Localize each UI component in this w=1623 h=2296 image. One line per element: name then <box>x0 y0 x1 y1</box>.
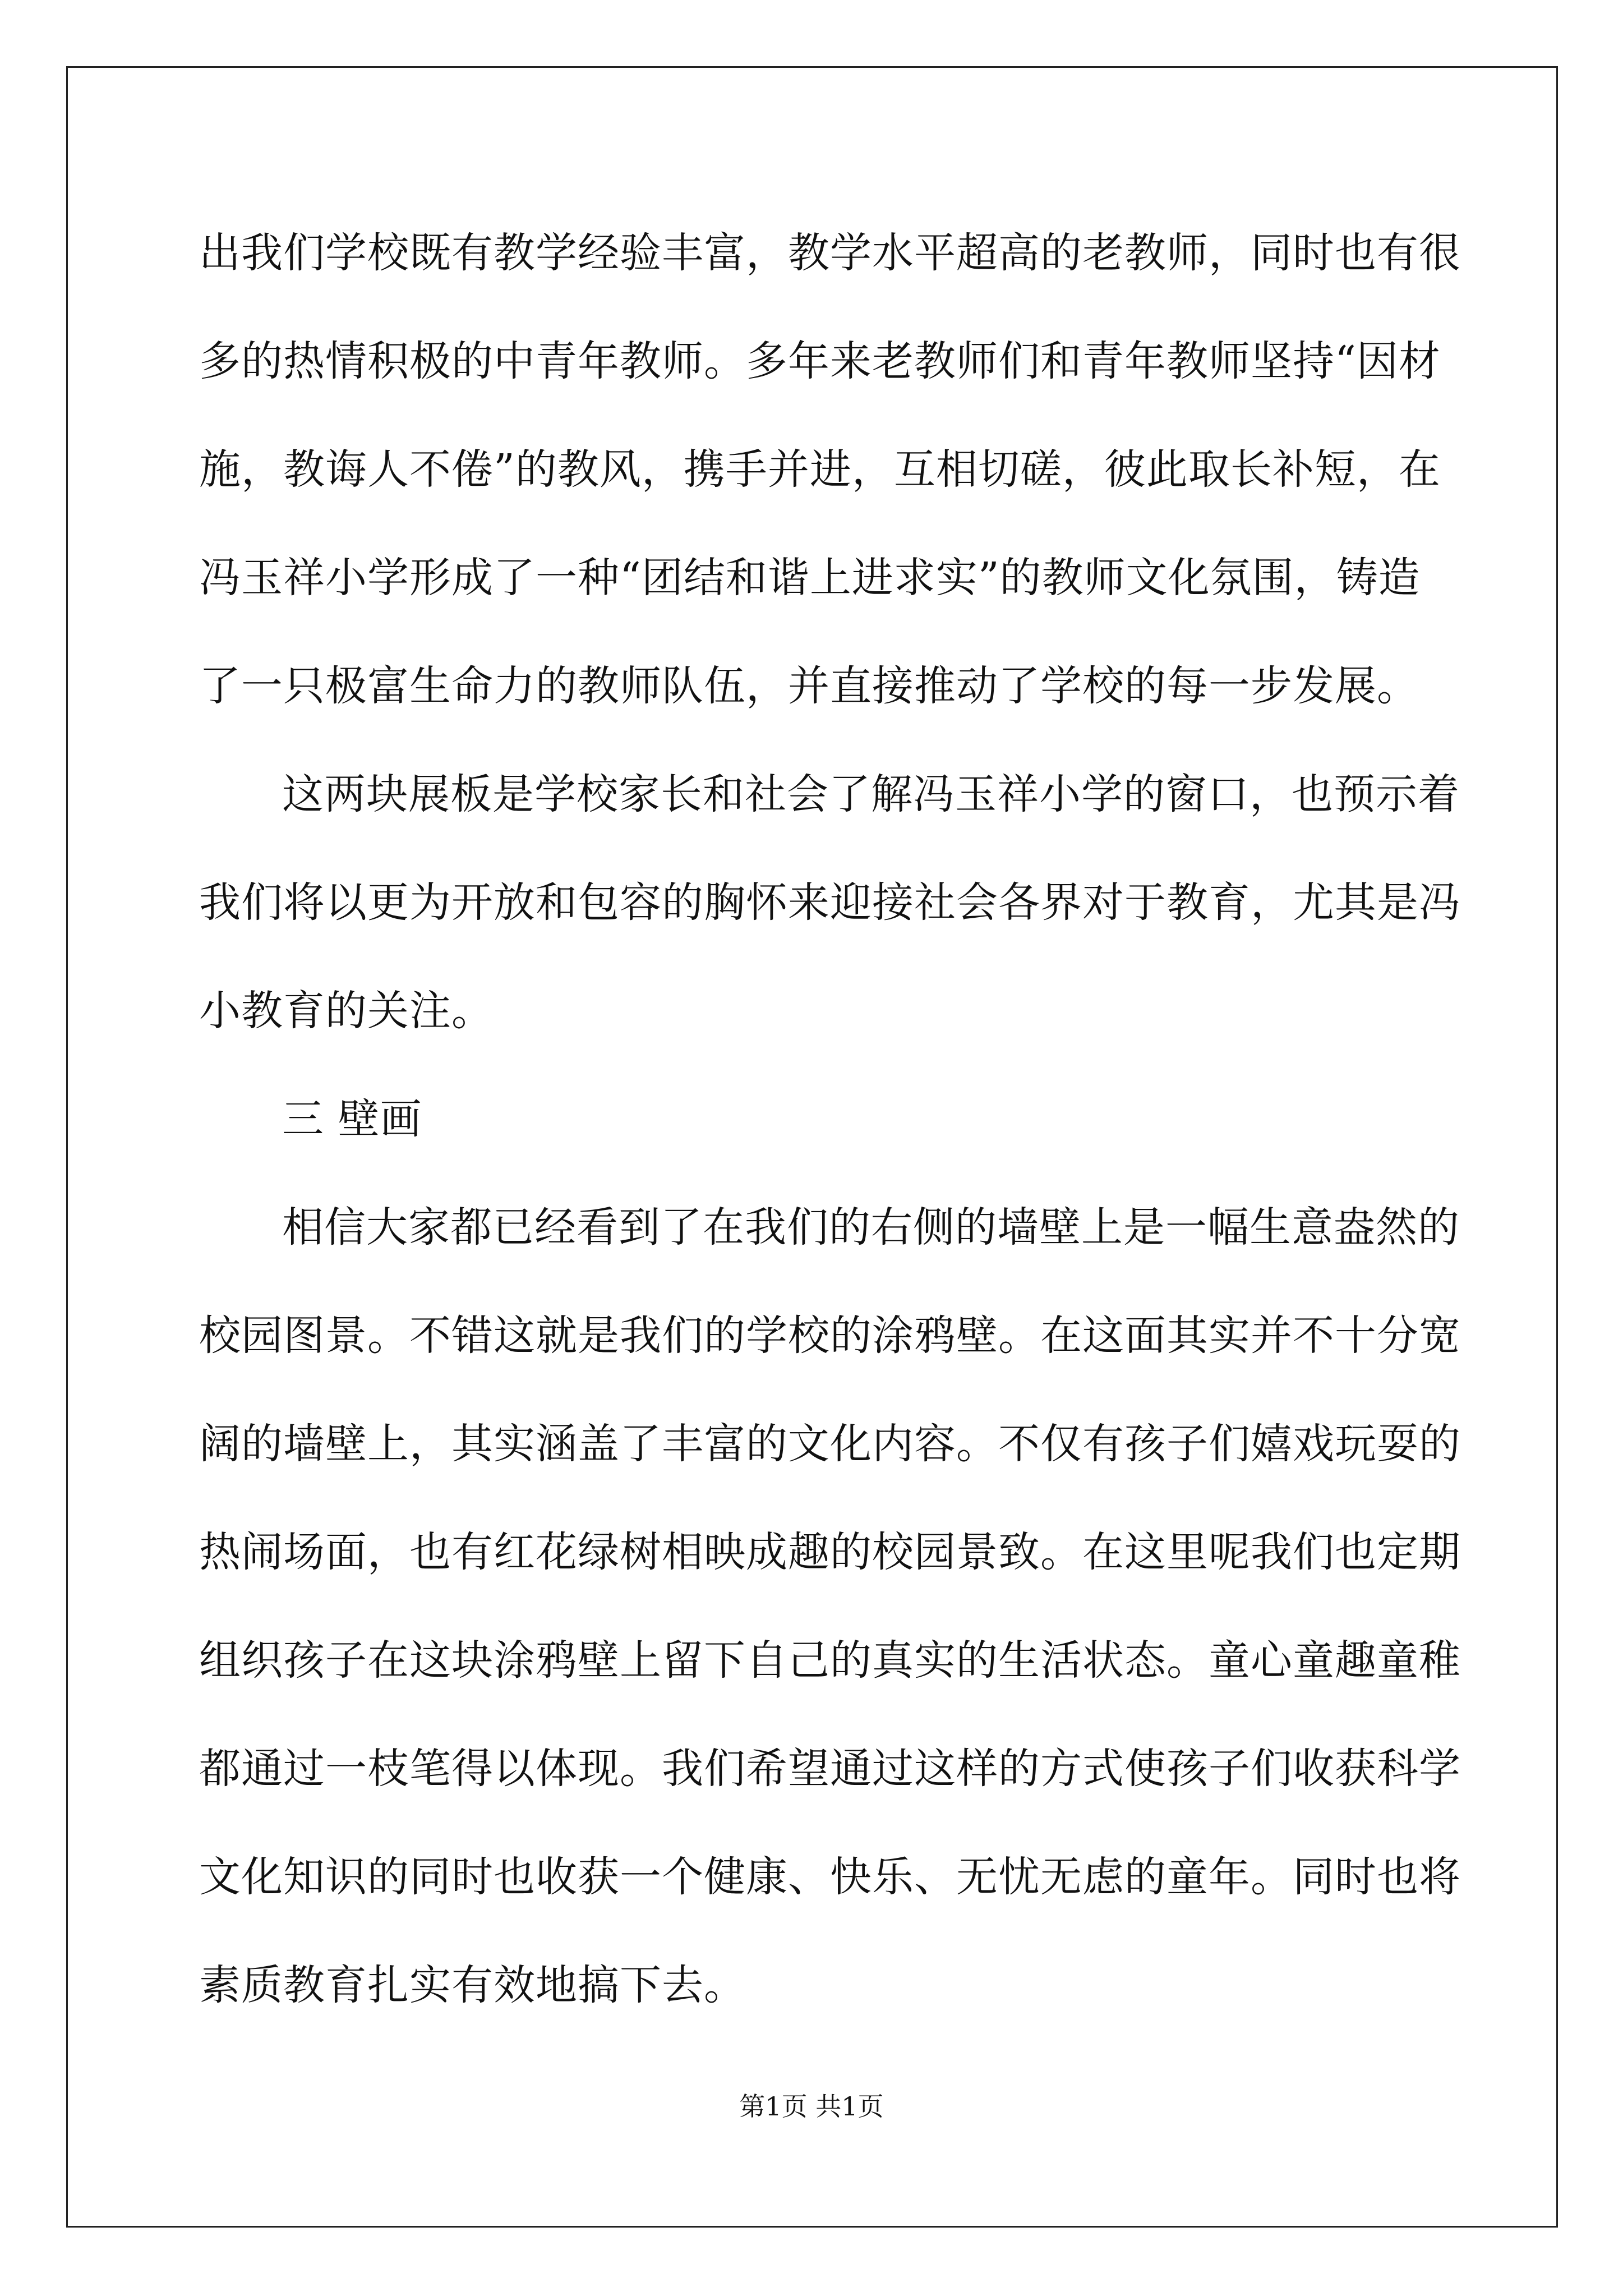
paragraph-2-line-2: 我们将以更为开放和包容的胸怀来迎接社会各界对于教育，尤其是冯 <box>199 878 1461 927</box>
paragraph-1-line-1: 出我们学校既有教学经验丰富，教学水平超高的老教师，同时也有很 <box>199 229 1461 277</box>
paragraph-3-line-6: 都通过一枝笔得以体现。我们希望通过这样的方式使孩子们收获科学 <box>199 1745 1461 1793</box>
paragraph-3-line-2: 校园图景。不错这就是我们的学校的涂鸦壁。在这面其实并不十分宽 <box>199 1312 1461 1360</box>
paragraph-2-line-3: 小教育的关注。 <box>199 987 494 1035</box>
paragraph-3-line-5: 组织孩子在这块涂鸦壁上留下自己的真实的生活状态。童心童趣童稚 <box>199 1636 1461 1685</box>
paragraph-3-line-3: 阔的墙壁上，其实涵盖了丰富的文化内容。不仅有孩子们嬉戏玩耍的 <box>199 1420 1461 1468</box>
page-footer: 第1页 共1页 <box>739 2091 884 2122</box>
paragraph-1-line-4: 冯玉祥小学形成了一种“团结和谐上进求实”的教师文化氛围，铸造 <box>199 554 1421 602</box>
paragraph-1-line-2: 多的热情积极的中青年教师。多年来老教师们和青年教师坚持“因材 <box>199 337 1441 385</box>
paragraph-3-line-7: 文化知识的同时也收获一个健康、快乐、无忧无虑的童年。同时也将 <box>199 1853 1461 1901</box>
paragraph-2-line-1: 这两块展板是学校家长和社会了解冯玉祥小学的窗口，也预示着 <box>282 770 1460 818</box>
document-body <box>199 199 1461 2040</box>
paragraph-1-line-5: 了一只极富生命力的教师队伍，并直接推动了学校的每一步发展。 <box>199 662 1419 710</box>
paragraph-3-line-4: 热闹场面，也有红花绿树相映成趣的校园景致。在这里呢我们也定期 <box>199 1528 1461 1576</box>
section-heading: 三 壁画 <box>282 1095 422 1143</box>
paragraph-3-line-1: 相信大家都已经看到了在我们的右侧的墙壁上是一幅生意盎然的 <box>282 1203 1460 1251</box>
paragraph-1-line-3: 施，教诲人不倦”的教风，携手并进，互相切磋，彼此取长补短，在 <box>199 445 1441 494</box>
paragraph-3-line-8: 素质教育扎实有效地搞下去。 <box>199 1961 746 2009</box>
